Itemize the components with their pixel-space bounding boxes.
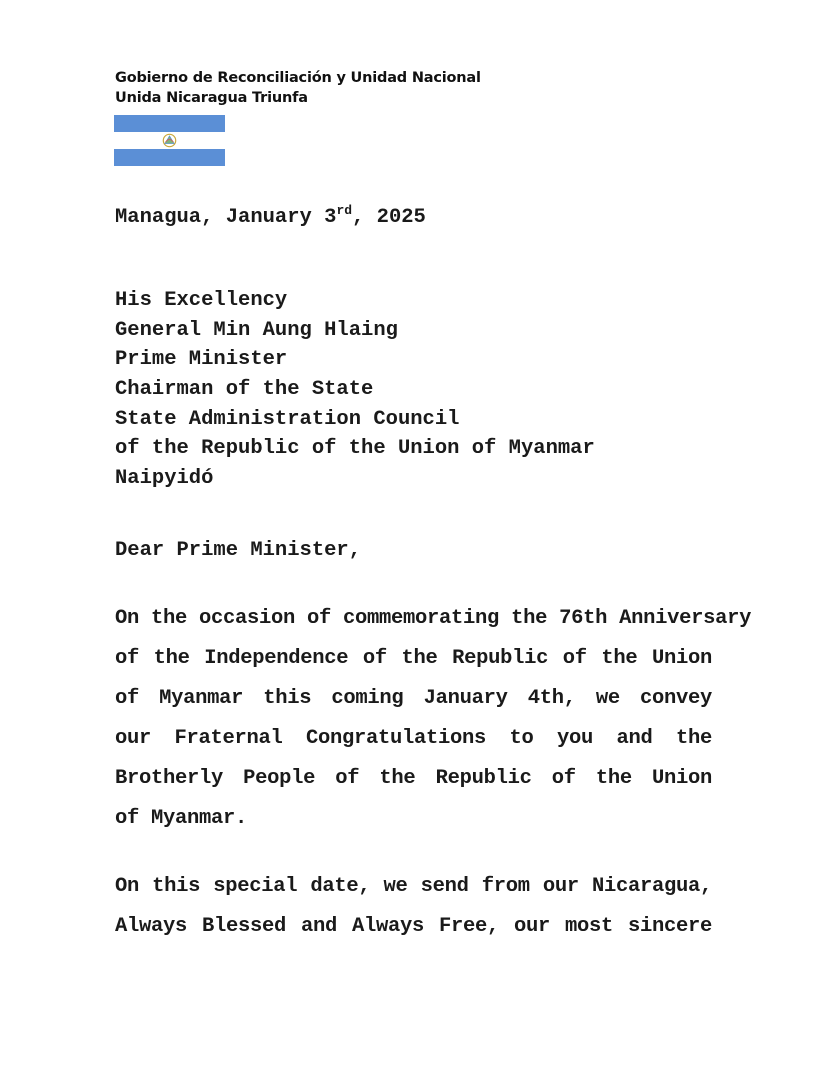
paragraph-line: Brotherly People of the Republic of the Union	[115, 767, 712, 790]
flag-top-stripe	[114, 115, 225, 132]
salutation: Dear Prime Minister,	[115, 539, 362, 562]
addressee-line: Chairman of the State	[115, 378, 374, 402]
letter-date	[115, 204, 426, 232]
paragraph-line: Always Blessed and Always Free, our most sincere	[115, 915, 712, 938]
flag-bottom-stripe	[114, 149, 225, 166]
paragraph-line: of Myanmar.	[115, 807, 248, 830]
nicaragua-flag-icon	[114, 115, 225, 166]
date-text: Managua, January 3	[115, 206, 337, 229]
date-ordinal-suffix: rd	[336, 203, 353, 218]
addressee-line: Prime Minister	[115, 348, 288, 372]
letterhead	[115, 68, 481, 108]
letterhead-slogan: Unida Nicaragua Triunfa	[115, 90, 308, 106]
paragraph-line: On this special date, we send from our Nicaragua,	[115, 875, 712, 898]
paragraph-line: our Fraternal Congratulations to you and the	[115, 727, 712, 750]
date-year: , 2025	[352, 206, 426, 229]
body-paragraph-2	[115, 867, 712, 947]
paragraph-line: of the Independence of the Republic of the Union	[115, 647, 712, 670]
addressee-line: State Administration Council	[115, 407, 460, 431]
addressee-line: His Excellency	[115, 289, 288, 312]
addressee-line: of the Republic of the Union of Myanmar	[115, 437, 595, 461]
addressee-block	[115, 286, 595, 494]
body-paragraph-1	[115, 599, 752, 839]
paragraph-line: On the occasion of commemorating the 76th Anniversary	[115, 607, 752, 630]
letterhead-government-name: Gobierno de Reconciliación y Unidad Nacional	[115, 70, 481, 86]
addressee-line: Naipyidó	[115, 467, 214, 491]
addressee-line: General Min Aung Hlaing	[115, 318, 398, 342]
paragraph-line: of Myanmar this coming January 4th, we convey	[115, 687, 712, 710]
